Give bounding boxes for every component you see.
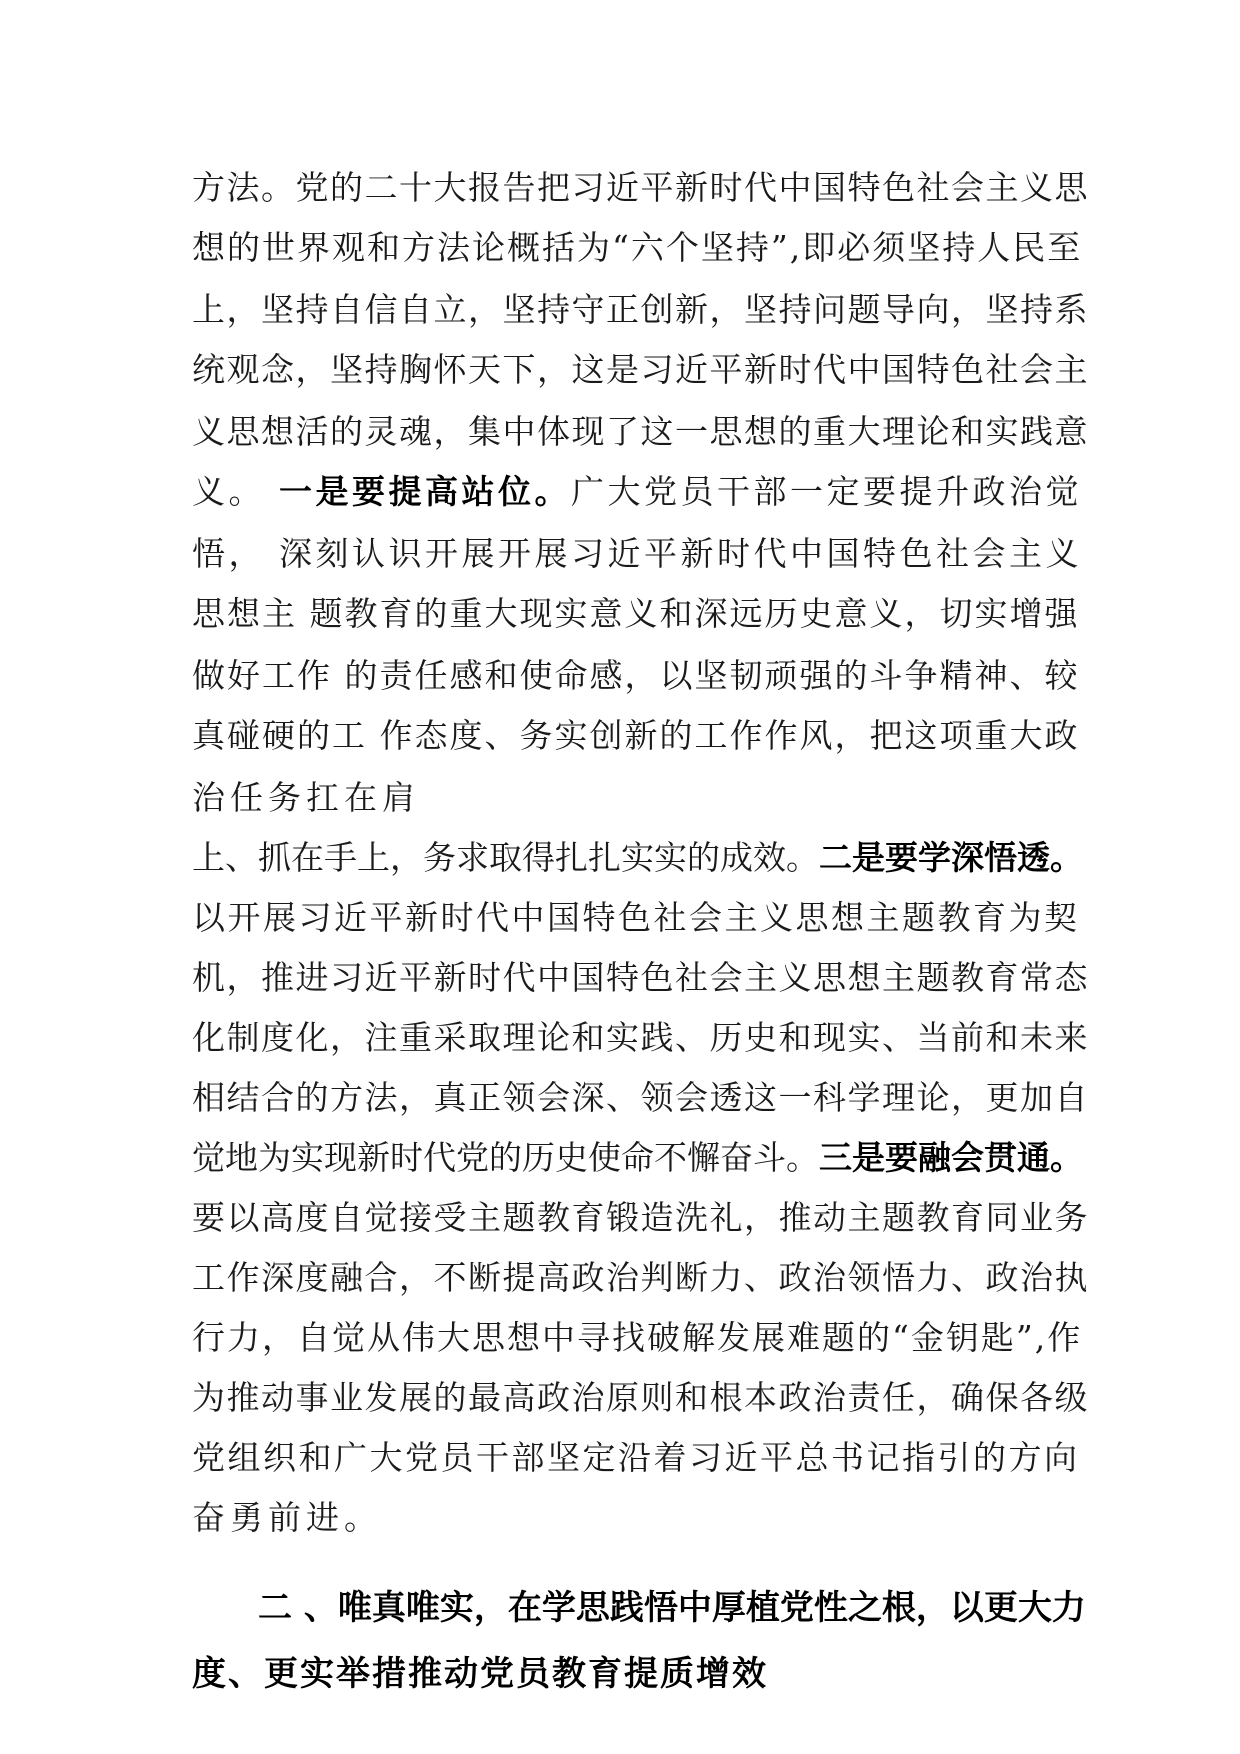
body-text: 觉地为实现新时代党的历史使命不懈奋斗。	[192, 1138, 819, 1177]
body-line: 党组织和广大党员干部坚定沿着习近平总书记指引的方向	[192, 1438, 1080, 1477]
section-heading-line: 二 、唯真唯实，在学思践悟中厚植党性之根，以更大力	[258, 1588, 1086, 1628]
emphasis-text: 一是要提高站位。	[279, 472, 571, 511]
body-line: 相结合的方法，真正领会深、领会透这一科学理论，更加自	[192, 1078, 1089, 1117]
body-line: 为推动事业发展的最高政治原则和根本政治责任，确保各级	[192, 1378, 1089, 1417]
emphasis-text: 二是要学深悟透。	[819, 838, 1083, 877]
body-line: 真碰硬的工 作态度、务实创新的工作作风，把这项重大政	[192, 716, 1080, 755]
emphasis-text: 三是要融会贯通。	[819, 1138, 1083, 1177]
body-line: 上，坚持自信自立，坚持守正创新，坚持问题导向，坚持系	[192, 290, 1089, 329]
body-line: 统观念，坚持胸怀天下，这是习近平新时代中国特色社会主	[192, 350, 1089, 389]
body-text: 广大党员干部一定要提升政治觉	[571, 472, 1082, 511]
body-line: 治任务扛在肩	[192, 778, 420, 817]
body-line: 要以高度自觉接受主题教育锻造洗礼，推动主题教育同业务	[192, 1198, 1089, 1237]
body-line: 做好工作 的责任感和使命感，以坚韧顽强的斗争精神、较	[192, 656, 1080, 695]
body-text: 义。	[192, 472, 279, 511]
body-line: 机，推进习近平新时代中国特色社会主义思想主题教育常态	[192, 958, 1089, 997]
body-line: 方法。党的二十大报告把习近平新时代中国特色社会主义思	[192, 168, 1089, 207]
body-line: 悟， 深刻认识开展开展习近平新时代中国特色社会主义	[192, 534, 1082, 573]
body-line: 奋勇前进。	[192, 1498, 382, 1537]
body-line	[192, 838, 1083, 878]
body-line: 想的世界观和方法论概括为“六个坚持”,即必须坚持人民至	[192, 228, 1083, 267]
body-text: 上、抓在手上，务求取得扎扎实实的成效。	[192, 838, 819, 877]
body-line	[192, 1138, 1083, 1178]
body-line	[192, 472, 1082, 512]
body-line: 行力，自觉从伟大思想中寻找破解发展难题的“金钥匙”,作	[192, 1318, 1083, 1357]
body-line: 化制度化，注重采取理论和实践、历史和现实、当前和未来	[192, 1018, 1089, 1057]
body-line: 以开展习近平新时代中国特色社会主义思想主题教育为契	[192, 898, 1080, 937]
section-heading-line: 度、更实举措推动党员教育提质增效	[192, 1654, 768, 1694]
body-line: 思想主 题教育的重大现实意义和深远历史意义，切实增强	[192, 594, 1080, 633]
body-line: 义思想活的灵魂，集中体现了这一思想的重大理论和实践意	[192, 412, 1089, 451]
body-line: 工作深度融合，不断提高政治判断力、政治领悟力、政治执	[192, 1258, 1089, 1297]
